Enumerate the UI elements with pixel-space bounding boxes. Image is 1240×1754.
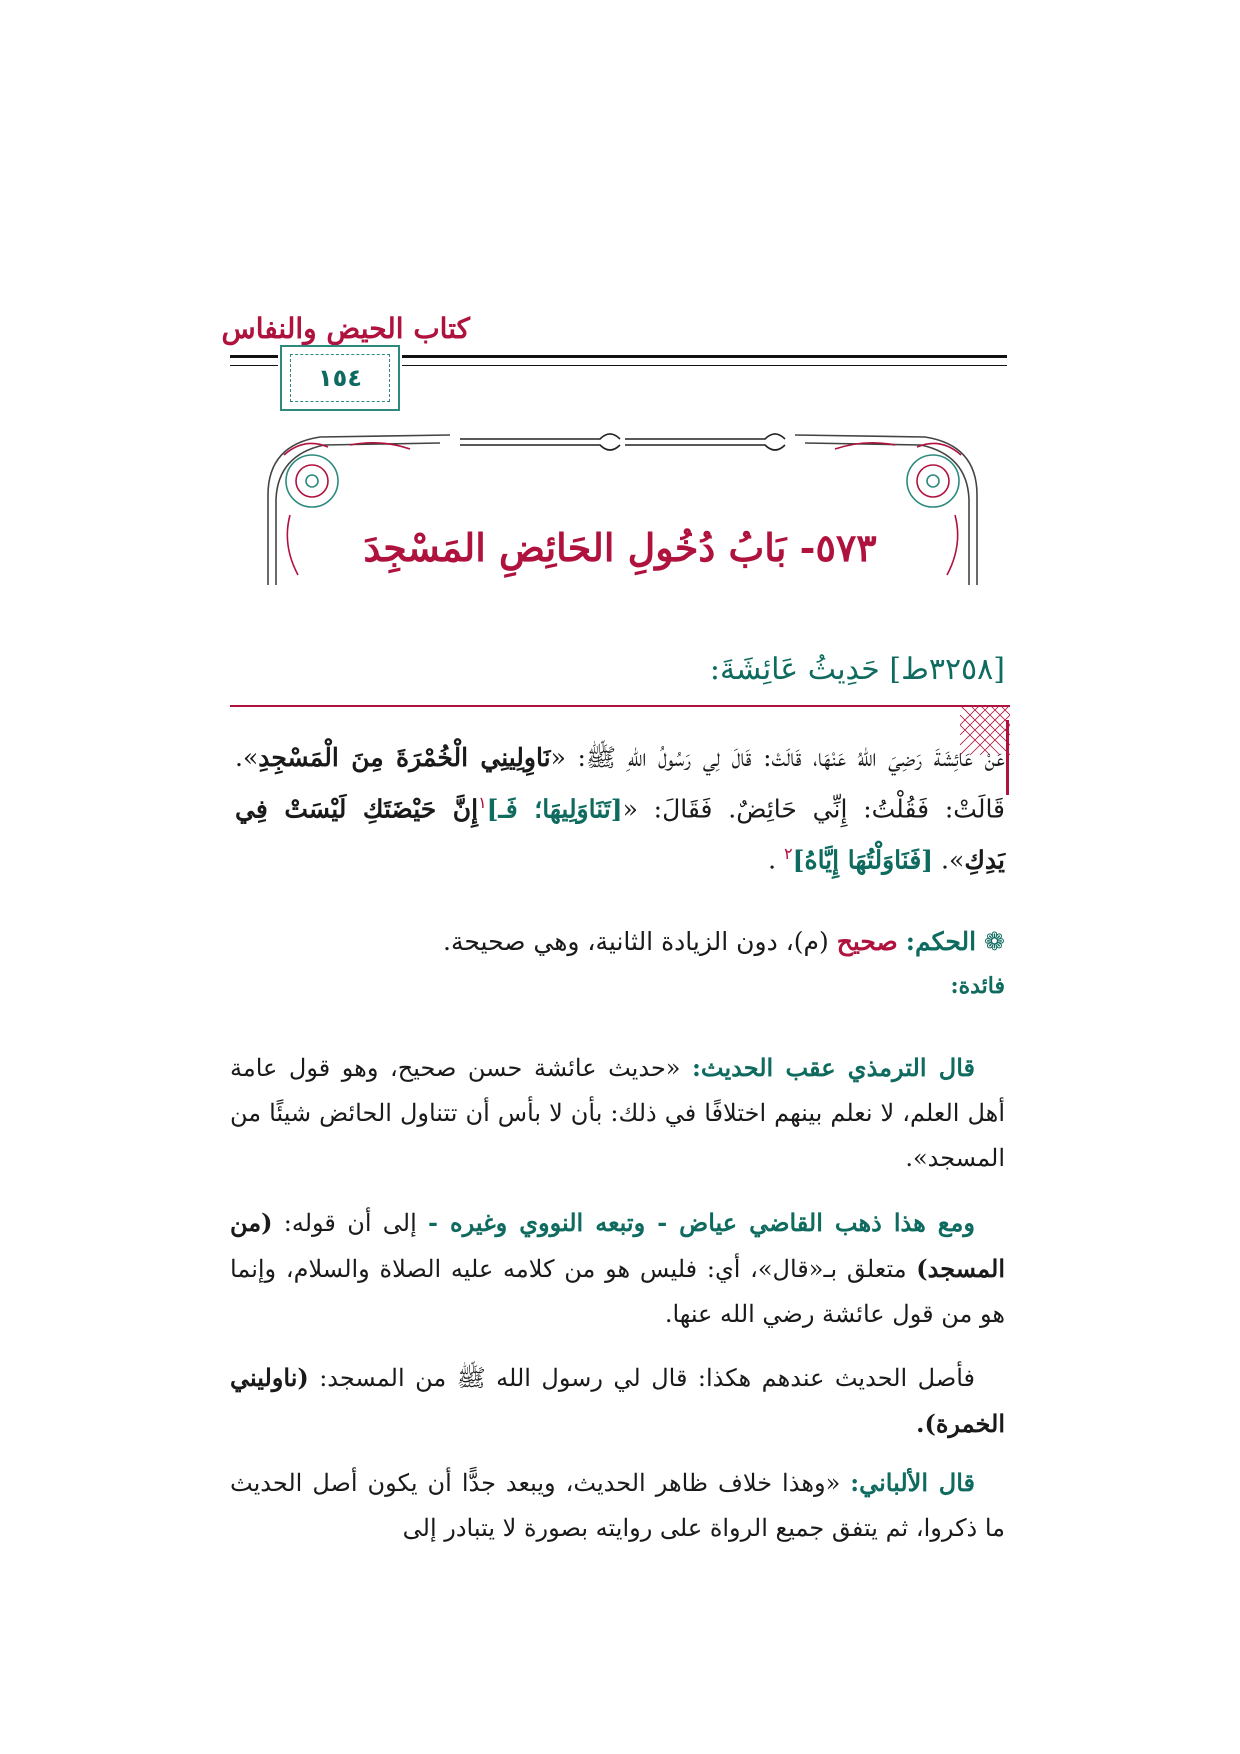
ruling-grade: صحيح [836,927,898,956]
ruling-line [230,922,1005,962]
flower-icon: ❁ [984,927,1005,956]
hadith-mid: ». قَالَتْ: فَقُلْتُ: إِنِّي حَائِضٌ. فَقَالَ: « [235,743,1006,824]
paragraph-lead: ومع هذا ذهب القاضي عياض - وتبعه النووي وغيره - [428,1208,975,1237]
header-rule-thin [402,365,1007,366]
hadith-after-quote: ». [933,845,965,875]
paragraph-tirmidhi [230,1045,1005,1181]
chapter-ornament [260,425,985,600]
hadith-box-side [1006,720,1009,795]
paragraph-lead: قال الترمذي عقب الحديث: [692,1053,976,1082]
hadith-reference: [٣٢٥٨ط] حَدِيثُ عَائِشَةَ: [709,652,1005,687]
hadith-text [235,735,1005,883]
ruling-label: الحكم: [905,927,977,956]
faida-label: فائدة: [950,973,1005,999]
hadith-quote-2: إِنَّ حَيْضَتَكِ لَيْسَتْ فِي يَدِكِ [235,794,1005,875]
paragraph-text: «وهذا خلاف ظاهر الحديث، ويبعد جدًّا أن يكون أصل الحديث ما ذكروا، ثم يتفق جميع الرواة على روايته بصورة لا يتبادر إلى [230,1469,1005,1542]
chapter-title: ٥٧٣- بَابُ دُخُولِ الحَائِضِ المَسْجِدَ [363,525,877,570]
page-number-box [280,345,400,411]
paragraph-lead: قال الألباني: [850,1468,975,1497]
paragraph-text: «حديث عائشة حسن صحيح، وهو قول عامة أهل العلم، لا نعلم بينهم اختلافًا في ذلك: بأن لا بأس أن تتناول الحائض شيئًا من المسجد». [230,1054,1005,1172]
footnote-marker-1: ١ [478,793,487,812]
header-rule-left [230,355,278,358]
running-title: كتاب الحيض والنفاس [221,312,470,345]
paragraph-mid: إلى أن قوله: [272,1209,429,1237]
ruling-rest: (م)، دون الزيادة الثانية، وهي صحيحة. [443,927,837,956]
hadith-addition-1: [تَنَاوَلِيهَا؛ فَـ] [486,794,623,824]
paragraph-albani [230,1460,1005,1551]
paragraph-bold: (ناوليني الخمرة). [230,1363,1005,1438]
hadith-quote-1: نَاوِلِينِي الْخُمْرَةَ مِنَ الْمَسْجِدِ [258,743,551,772]
paragraph-bold: (من المسجد) [230,1208,1006,1283]
page-number: ١٥٤ [318,364,362,392]
hadith-intro: عَنْ عَائِشَةَ رَضِيَ اللهُ عَنْهَا، قَالَتْ: قَالَ لِي رَسُولُ اللهِ ﷺ: « [550,743,1005,772]
paragraph-iyad [230,1200,1005,1337]
header-rule [402,355,1007,358]
hadith-end: . [768,845,785,875]
paragraph-text: فأصل الحديث عندهم هكذا: قال لي رسول الله ﷺ من المسجد: [308,1364,975,1392]
hadith-addition-2: [فَنَاوَلْتُهَا إِيَّاهُ] [792,845,934,875]
paragraph-origin [230,1355,1005,1447]
footnote-marker-2: ٢ [784,844,793,864]
paragraph-text: متعلق بـ«قال»، أي: فليس هو من كلامه عليه الصلاة والسلام، وإنما هو من قول عائشة رضي الله عنها. [230,1255,1005,1328]
header-rule-left-thin [230,365,278,366]
